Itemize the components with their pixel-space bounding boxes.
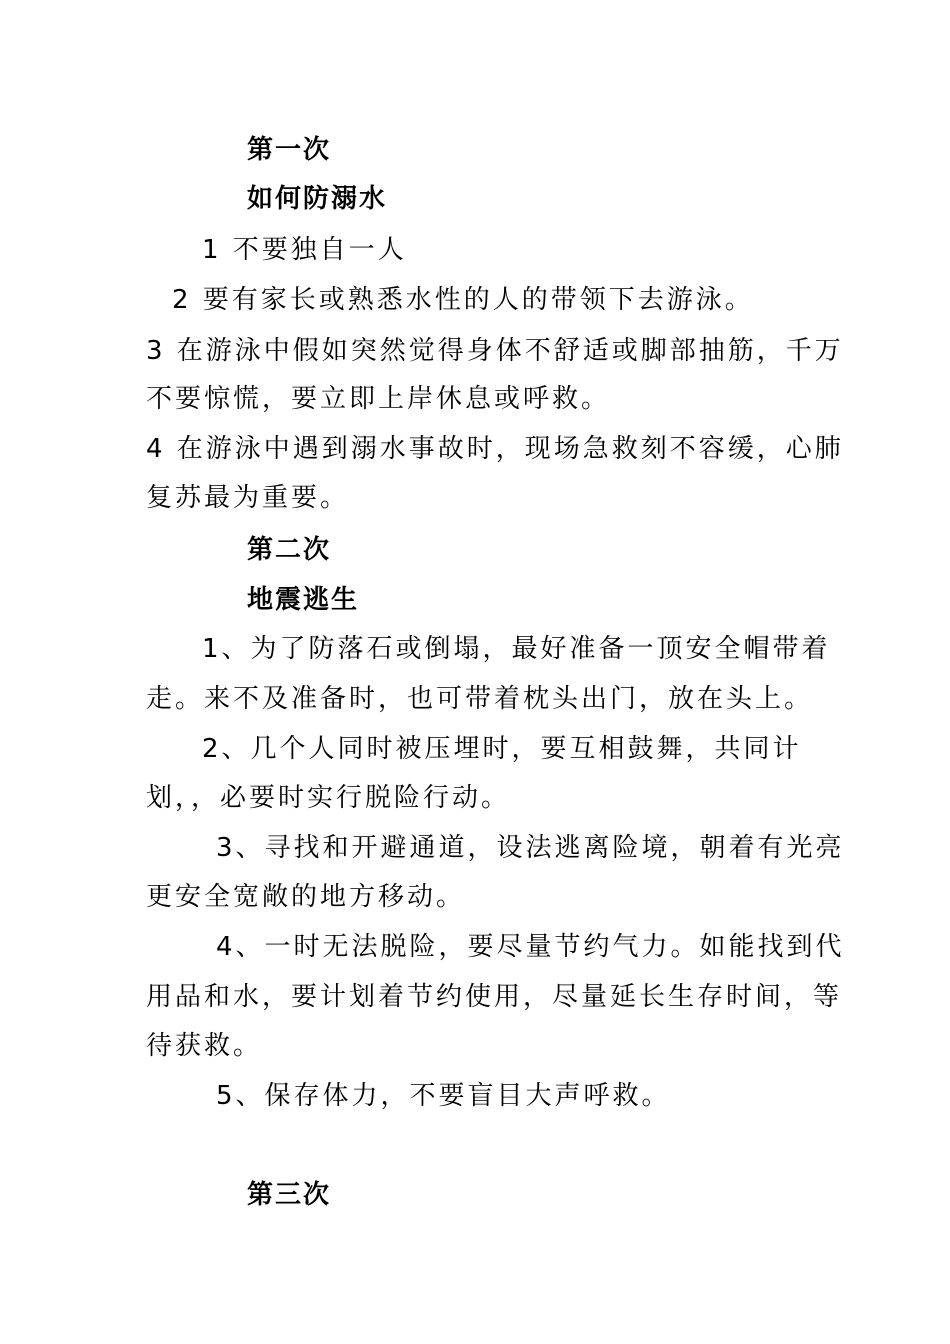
section-2-subtitle: 地震逃生 bbox=[247, 585, 360, 615]
section-1-subtitle: 如何防溺水 bbox=[247, 184, 388, 214]
section-2-line-5: 3、寻找和开避通道，设法逃离险境，朝着有光亮 bbox=[216, 833, 845, 863]
section-1-line-4: 不要惊慌，要立即上岸休息或呼救。 bbox=[146, 384, 611, 414]
section-2-line-4: 划，，必要时实行脱险行动。 bbox=[146, 783, 511, 813]
section-2-line-9: 待获救。 bbox=[146, 1031, 263, 1061]
section-2-line-8: 用品和水，要计划着节约使用，尽量延长生存时间，等 bbox=[146, 982, 843, 1012]
section-2-line-1: 1、为了防落石或倒塌，最好准备一顶安全帽带着 bbox=[202, 634, 831, 664]
section-2-line-3: 2、几个人同时被压埋时，要互相鼓舞，共同计 bbox=[202, 734, 802, 764]
section-2-line-6: 更安全宽敞的地方移动。 bbox=[146, 882, 466, 912]
section-2-line-7: 4、一时无法脱险，要尽量节约气力。如能找到代 bbox=[216, 932, 845, 962]
section-2-line-2: 走。来不及准备时，也可带着枕头出门，放在头上。 bbox=[146, 684, 814, 714]
section-1-title: 第一次 bbox=[247, 135, 332, 165]
section-3-title: 第三次 bbox=[247, 1180, 332, 1210]
section-1-line-3: 3 在游泳中假如突然觉得身体不舒适或脚部抽筋，千万 bbox=[146, 336, 844, 366]
section-1-line-6: 复苏最为重要。 bbox=[146, 483, 350, 513]
section-2-line-10: 5、保存体力，不要盲目大声呼救。 bbox=[216, 1081, 671, 1111]
section-2-title: 第二次 bbox=[247, 535, 332, 565]
section-1-line-2: 2 要有家长或熟悉水性的人的带领下去游泳。 bbox=[172, 285, 754, 315]
section-1-line-5: 4 在游泳中遇到溺水事故时，现场急救刻不容缓，心肺 bbox=[146, 434, 844, 464]
section-1-line-1: 1 不要独自一人 bbox=[202, 235, 407, 265]
